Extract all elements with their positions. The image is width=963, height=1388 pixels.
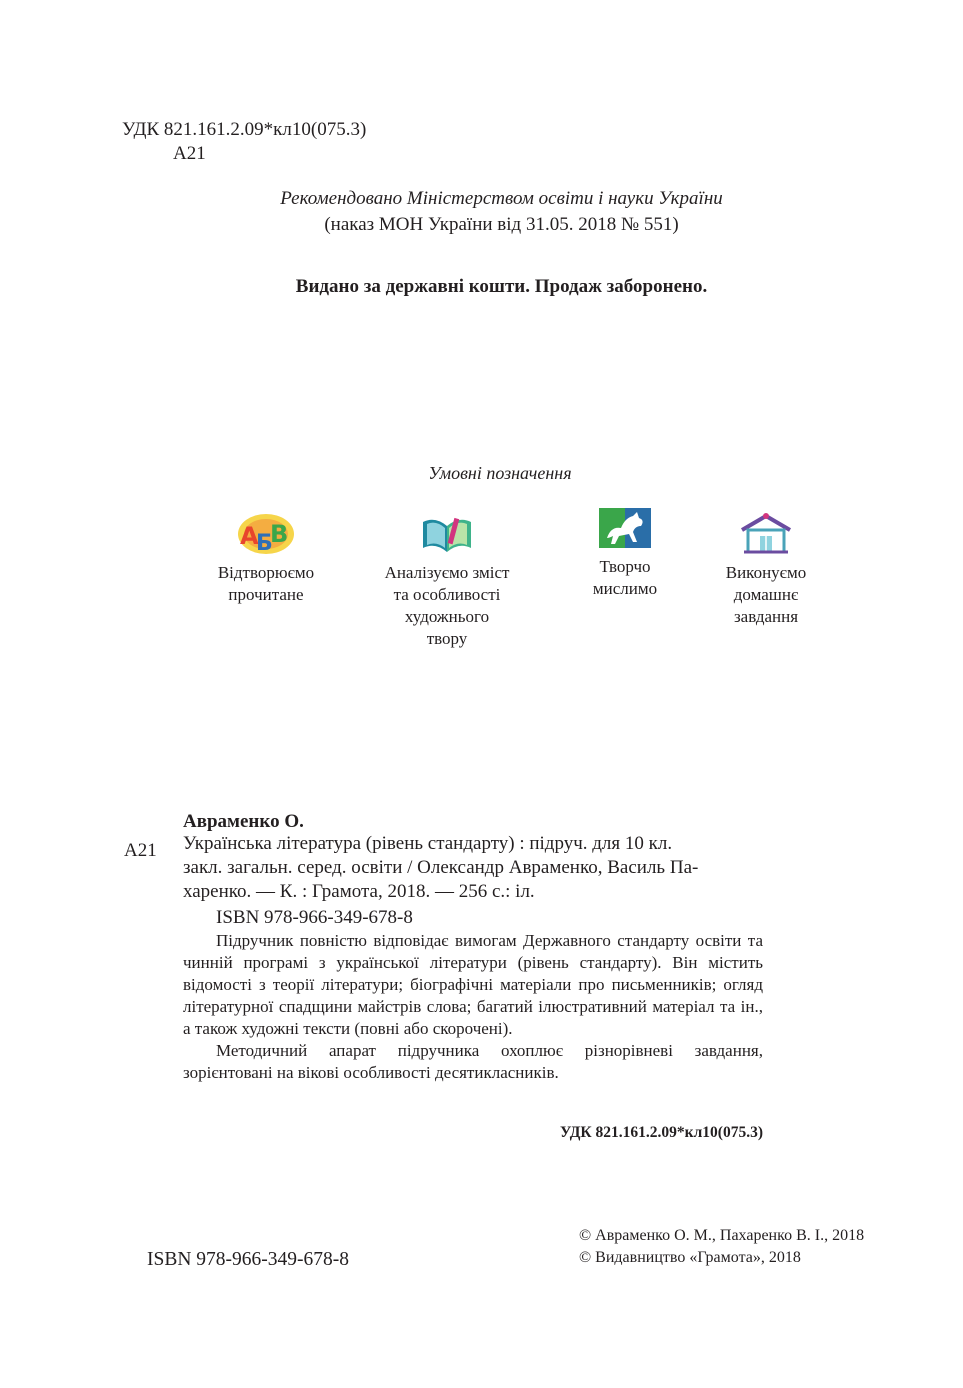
legend-label-line: Аналізуємо зміст	[384, 563, 510, 582]
legend-item-analyze	[362, 512, 532, 650]
legend-label-line: завдання	[733, 607, 799, 626]
udk-header: УДК 821.161.2.09*кл10(075.3)	[122, 119, 367, 140]
bib-line: Українська література (рівень стандарту) : підруч. для 10 кл.	[183, 833, 673, 854]
recommendation-line-1: Рекомендовано Міністерством освіти і науки України	[280, 188, 723, 209]
pegasus-icon	[597, 506, 653, 550]
legend-label-line: мислимо	[592, 579, 658, 598]
abv-letters-icon	[236, 512, 296, 556]
bib-annotation	[183, 930, 763, 1084]
bib-line: закл. загальн. серед. освіти / Олександр Авраменко, Василь Па-	[183, 857, 699, 878]
recommendation	[0, 186, 963, 238]
footer-isbn: ISBN 978-966-349-678-8	[147, 1249, 350, 1270]
bib-author: Авраменко О.	[183, 811, 304, 832]
svg-text:А: А	[240, 522, 259, 550]
legend-label-line: Виконуємо	[725, 563, 807, 582]
bib-isbn: ISBN 978-966-349-678-8	[216, 907, 413, 928]
svg-text:Б: Б	[256, 531, 273, 556]
recommendation-line-2: (наказ МОН України від 31.05. 2018 № 551)	[324, 214, 679, 235]
legend-label-line: Творчо	[599, 557, 651, 576]
bib-description	[183, 832, 763, 904]
legend-item-homework	[681, 512, 851, 628]
legend-label-line: домашнє	[733, 585, 799, 604]
open-book-icon	[417, 512, 477, 556]
legend-label-line: художнього	[404, 607, 490, 626]
legend-item-recall	[181, 512, 351, 606]
svg-text:В: В	[270, 520, 289, 548]
legend-label-line: Відтворюємо	[217, 563, 315, 582]
house-icon	[736, 512, 796, 556]
bib-line: харенко. — К. : Грамота, 2018. — 256 с.: іл.	[183, 881, 535, 902]
copyright-block	[579, 1225, 864, 1269]
legend-label-line: твору	[426, 629, 468, 648]
bib-code: А21	[124, 840, 157, 861]
state-funded-notice: Видано за державні кошти. Продаж заборонено.	[295, 276, 708, 297]
annotation-paragraph: Підручник повністю відповідає вимогам Державного стандарту освіти та чинній програмі з української літератури (рівень стандарту). Він містить відомості з теорії літератури; біографічні матеріали про письменників; огляд літературної спадщини майстрів слова; багатий ілюстративний матеріал та ін., а також художні тексти (повні або скорочені).	[183, 931, 763, 1038]
legend-title: Умовні позначення	[428, 463, 572, 483]
legend-label-line: прочитане	[228, 585, 304, 604]
catalog-code: А21	[173, 143, 206, 164]
legend-label-line: та особливості	[393, 585, 501, 604]
annotation-paragraph: Методичний апарат підручника охоплює різнорівневі завдання, зорієнтовані на вікові особливості десятикласників.	[183, 1041, 763, 1082]
copyright-line: © Авраменко О. М., Пахаренко В. І., 2018	[579, 1227, 865, 1244]
bib-udk: УДК 821.161.2.09*кл10(075.3)	[559, 1124, 763, 1141]
copyright-line: © Видавництво «Грамота», 2018	[579, 1249, 801, 1266]
